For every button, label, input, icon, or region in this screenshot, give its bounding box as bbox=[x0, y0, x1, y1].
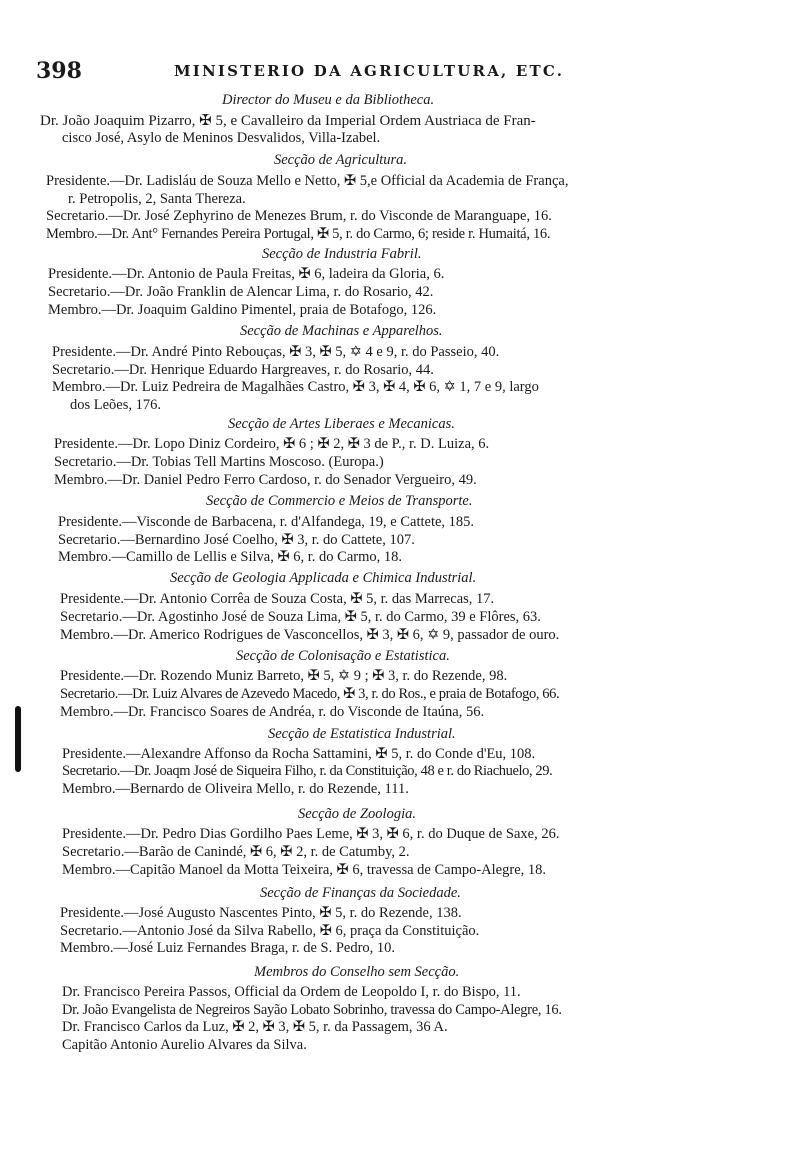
section-heading: Secção de Estatistica Industrial. bbox=[268, 726, 456, 742]
page-number: 398 bbox=[36, 58, 82, 84]
entry-line: Presidente.—Dr. Antonio de Paula Freitas, ✠ 6, ladeira da Gloria, 6. bbox=[48, 266, 445, 282]
entry-line: Membro.—José Luiz Fernandes Braga, r. de S. Pedro, 10. bbox=[60, 940, 396, 956]
page-header bbox=[36, 58, 736, 88]
entry-line: Membro.—Bernardo de Oliveira Mello, r. do Rezende, 111. bbox=[62, 781, 409, 797]
entry-line: dos Leões, 176. bbox=[70, 397, 162, 413]
entry-line: Secretario.—Bernardino José Coelho, ✠ 3, r. do Cattete, 107. bbox=[58, 532, 415, 548]
entry-line: Secretario.—Dr. Luiz Alvares de Azevedo Macedo, ✠ 3, r. do Ros., e praia de Botafogo, 66. bbox=[60, 686, 560, 702]
entry-line: Secretario.—Dr. José Zephyrino de Menezes Brum, r. do Visconde de Maranguape, 16. bbox=[46, 208, 552, 224]
entry-line: Capitão Antonio Aurelio Alvares da Silva. bbox=[62, 1037, 307, 1053]
entry-line: Presidente.—Dr. André Pinto Rebouças, ✠ 3, ✠ 5, ✡ 4 e 9, r. do Passeio, 40. bbox=[52, 344, 500, 360]
entry-line: Presidente.—José Augusto Nascentes Pinto, ✠ 5, r. do Rezende, 138. bbox=[60, 905, 462, 921]
entry-line: Dr. João Joaquim Pizarro, ✠ 5, e Cavalleiro da Imperial Ordem Austriaca de Fran- bbox=[40, 113, 536, 129]
entry-line: Secretario.—Dr. Joaqm José de Siqueira Filho, r. da Constituição, 48 e r. do Riachuelo, 29. bbox=[62, 763, 553, 779]
entry-line: Secretario.—Barão de Canindé, ✠ 6, ✠ 2, r. de Catumby, 2. bbox=[62, 844, 410, 860]
section-heading: Secção de Artes Liberaes e Mecanicas. bbox=[228, 416, 455, 432]
entry-line: Secretario.—Dr. Agostinho José de Souza Lima, ✠ 5, r. do Carmo, 39 e Flôres, 63. bbox=[60, 609, 541, 625]
entry-line: Presidente.—Dr. Ladisláu de Souza Mello e Netto, ✠ 5,e Official da Academia de França, bbox=[46, 173, 569, 189]
entry-line: Membro.—Camillo de Lellis e Silva, ✠ 6, r. do Carmo, 18. bbox=[58, 549, 402, 565]
entry-line: Presidente.—Dr. Pedro Dias Gordilho Paes Leme, ✠ 3, ✠ 6, r. do Duque de Saxe, 26. bbox=[62, 826, 560, 842]
entry-line: r. Petropolis, 2, Santa Thereza. bbox=[68, 191, 246, 207]
entry-line: Presidente.—Visconde de Barbacena, r. d'Alfandega, 19, e Cattete, 185. bbox=[58, 514, 475, 530]
entry-line: Dr. Francisco Pereira Passos, Official da Ordem de Leopoldo I, r. do Bispo, 11. bbox=[62, 984, 521, 1000]
entry-line: Secretario.—Dr. Tobias Tell Martins Moscoso. (Europa.) bbox=[54, 454, 384, 470]
entry-line: Membro.—Dr. Luiz Pedreira de Magalhães Castro, ✠ 3, ✠ 4, ✠ 6, ✡ 1, 7 e 9, largo bbox=[52, 379, 539, 395]
section-heading: Secção de Colonisação e Estatistica. bbox=[236, 648, 450, 664]
section-heading: Secção de Industria Fabril. bbox=[262, 246, 422, 262]
entry-line: Membro.—Dr. Joaquim Galdino Pimentel, praia de Botafogo, 126. bbox=[48, 302, 437, 318]
entry-line: Membro.—Capitão Manoel da Motta Teixeira, ✠ 6, travessa de Campo-Alegre, 18. bbox=[62, 862, 547, 878]
entry-line: Membro.—Dr. Ant° Fernandes Pereira Portugal, ✠ 5, r. do Carmo, 6; reside r. Humaitá, 16. bbox=[46, 226, 551, 242]
section-heading: Secção de Machinas e Apparelhos. bbox=[240, 323, 443, 339]
section-heading: Secção de Geologia Applicada e Chimica Industrial. bbox=[170, 570, 477, 586]
entry-line: Dr. João Evangelista de Negreiros Sayão Lobato Sobrinho, travessa do Campo-Alegre, 16. bbox=[62, 1002, 562, 1018]
entry-line: cisco José, Asylo de Meninos Desvalidos, Villa-Izabel. bbox=[62, 130, 381, 146]
entry-line: Secretario.—Dr. Henrique Eduardo Hargreaves, r. do Rosario, 44. bbox=[52, 362, 434, 378]
section-heading: Secção de Finanças da Sociedade. bbox=[260, 885, 461, 901]
entry-line: Secretario.—Antonio José da Silva Rabello, ✠ 6, praça da Constituição. bbox=[60, 923, 480, 939]
entry-line: Presidente.—Dr. Lopo Diniz Cordeiro, ✠ 6 ; ✠ 2, ✠ 3 de P., r. D. Luiza, 6. bbox=[54, 436, 490, 452]
entry-line: Dr. Francisco Carlos da Luz, ✠ 2, ✠ 3, ✠ 5, r. da Passagem, 36 A. bbox=[62, 1019, 448, 1035]
section-heading: Secção de Zoologia. bbox=[298, 806, 416, 822]
entry-line: Membro.—Dr. Francisco Soares de Andréa, r. do Visconde de Itaúna, 56. bbox=[60, 704, 485, 720]
entry-line: Presidente.—Dr. Antonio Corrêa de Souza Costa, ✠ 5, r. das Marrecas, 17. bbox=[60, 591, 495, 607]
entry-line: Presidente.—Dr. Rozendo Muniz Barreto, ✠ 5, ✡ 9 ; ✠ 3, r. do Rezende, 98. bbox=[60, 668, 508, 684]
entry-line: Membro.—Dr. Daniel Pedro Ferro Cardoso, r. do Senador Vergueiro, 49. bbox=[54, 472, 477, 488]
section-heading: Secção de Commercio e Meios de Transporte. bbox=[206, 493, 473, 509]
section-heading: Secção de Agricultura. bbox=[274, 152, 408, 168]
entry-line: Secretario.—Dr. João Franklin de Alencar Lima, r. do Rosario, 42. bbox=[48, 284, 434, 300]
entry-line: Presidente.—Alexandre Affonso da Rocha Sattamini, ✠ 5, r. do Conde d'Eu, 108. bbox=[62, 746, 536, 762]
section-heading: Director do Museu e da Bibliotheca. bbox=[222, 92, 435, 108]
section-heading: Membros do Conselho sem Secção. bbox=[254, 964, 460, 980]
margin-ink-mark bbox=[15, 706, 21, 772]
running-head: MINISTERIO DA AGRICULTURA, ETC. bbox=[174, 62, 565, 80]
entry-line: Membro.—Dr. Americo Rodrigues de Vasconcellos, ✠ 3, ✠ 6, ✡ 9, passador de ouro. bbox=[60, 627, 560, 643]
